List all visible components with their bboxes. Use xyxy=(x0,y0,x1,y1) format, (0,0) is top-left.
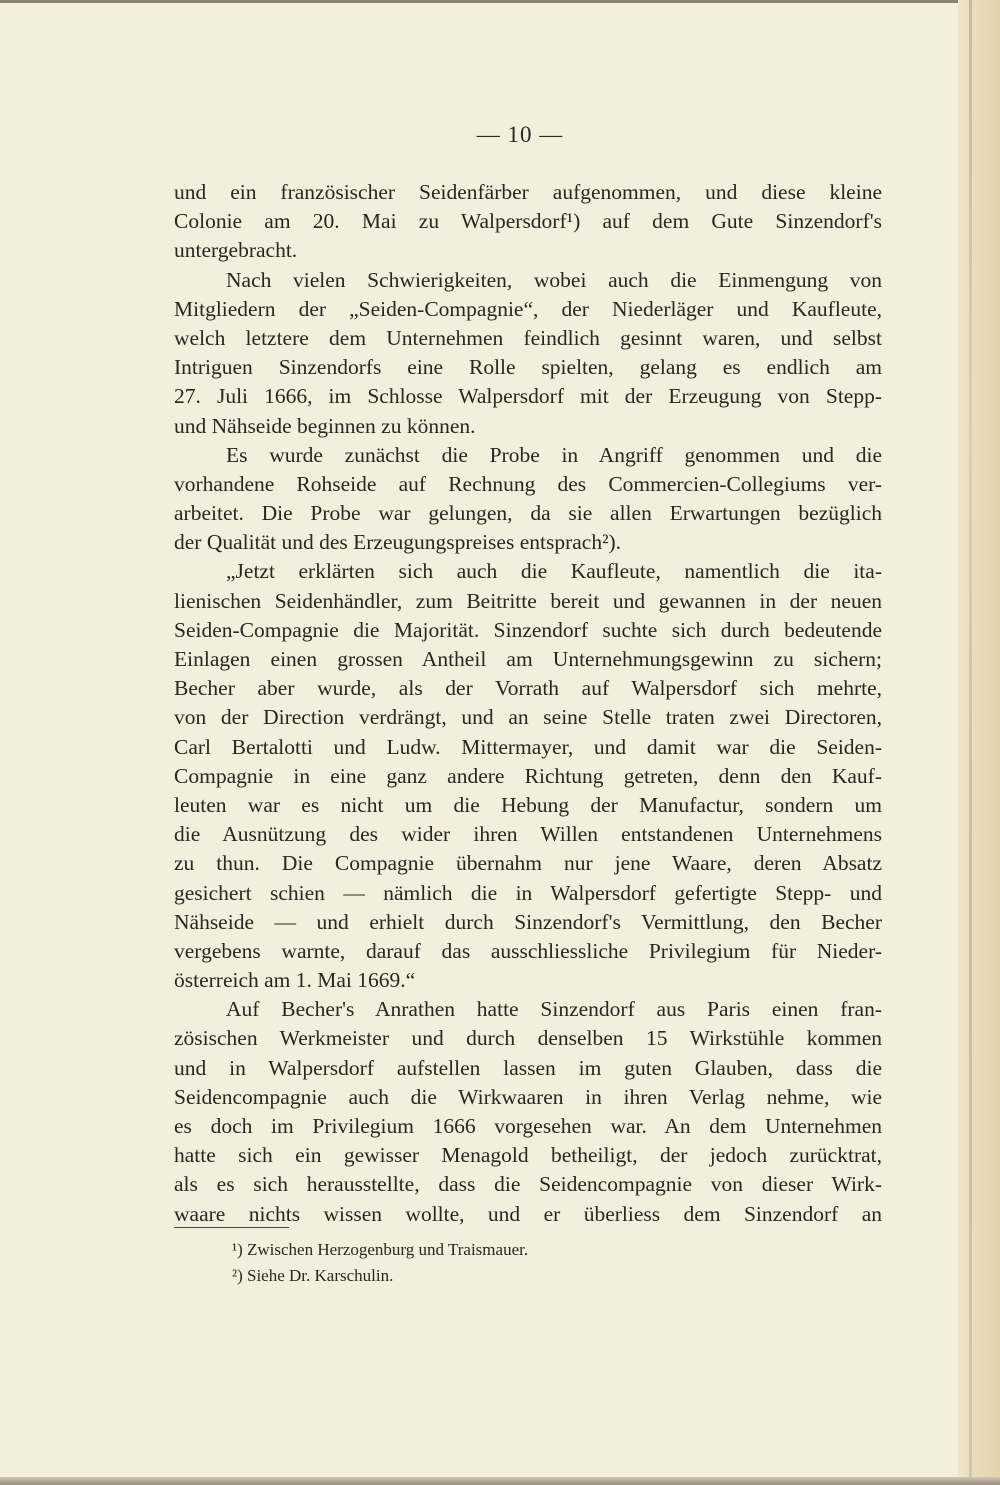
footnote-2: ²) Siehe Dr. Karschulin. xyxy=(232,1266,394,1285)
text-line: Einlagen einen grossen Antheil am Unternehmungsgewinn zu sichern; xyxy=(174,647,882,671)
text-line: Intriguen Sinzendorfs eine Rolle spielten, gelang es endlich am xyxy=(174,355,882,380)
text-line: Seiden-Compagnie die Majorität. Sinzendorf suchte sich durch bedeutende xyxy=(174,617,882,642)
text-line: die Ausnützung des wider ihren Willen entstandenen Unternehmens xyxy=(174,822,882,847)
text-line: Mitgliedern der „Seiden-Compagnie“, der Niederläger und Kaufleute, xyxy=(174,296,882,321)
text-line: Nach vielen Schwierigkeiten, wobei auch die Einmengung von xyxy=(226,267,882,292)
text-line: welch letztere dem Unternehmen feindlich gesinnt waren, und selbst xyxy=(174,325,882,350)
text-line: vorhandene Rohseide auf Rechnung des Commercien-Collegiums ver- xyxy=(174,471,882,496)
text-line: und ein französischer Seidenfärber aufgenommen, und diese kleine xyxy=(174,180,882,204)
text-line: und Nähseide beginnen zu können. xyxy=(174,413,476,438)
text-line: Auf Becher's Anrathen hatte Sinzendorf aus Paris einen fran- xyxy=(226,997,882,1022)
text-line: „Jetzt erklärten sich auch die Kaufleute, namentlich die ita- xyxy=(226,559,882,584)
text-line: waare nichts wissen wollte, und er überliess dem Sinzendorf an xyxy=(174,1201,882,1226)
footnote-divider xyxy=(174,1227,289,1228)
body-text xyxy=(174,178,882,1229)
text-line: vergebens warnte, darauf das ausschliessliche Privilegium für Nieder- xyxy=(174,938,882,963)
text-line: österreich am 1. Mai 1669.“ xyxy=(174,968,416,993)
page-number: — 10 — xyxy=(476,122,564,147)
text-line: lienischen Seidenhändler, zum Beitritte bereit und gewannen in der neuen xyxy=(174,588,882,613)
top-border xyxy=(0,0,1000,3)
text-line: Colonie am 20. Mai zu Walpersdorf¹) auf dem Gute Sinzendorf's xyxy=(174,209,882,234)
text-line: und in Walpersdorf aufstellen lassen im guten Glauben, dass die xyxy=(174,1055,882,1080)
text-line: von der Direction verdrängt, und an seine Stelle traten zwei Directoren, xyxy=(174,705,882,730)
text-line: 27. Juli 1666, im Schlosse Walpersdorf mit der Erzeugung von Stepp- xyxy=(174,384,882,409)
text-line: Nähseide — und erhielt durch Sinzendorf's Vermittlung, den Becher xyxy=(174,909,882,934)
text-line: Carl Bertalotti und Ludw. Mittermayer, und damit war die Seiden- xyxy=(174,734,882,759)
page-edge-shadow xyxy=(969,0,972,1485)
footnote-1: ¹) Zwischen Herzogenburg und Traismauer. xyxy=(232,1240,529,1259)
footnotes xyxy=(232,1237,832,1289)
text-line: Seidencompagnie auch die Wirkwaaren in ihren Verlag nehme, wie xyxy=(174,1084,882,1109)
text-line: Becher aber wurde, als der Vorrath auf Walpersdorf sich mehrte, xyxy=(174,676,882,701)
text-line: als es sich herausstellte, dass die Seidencompagnie von dieser Wirk- xyxy=(174,1172,882,1197)
text-line: der Qualität und des Erzeugungspreises entsprach²). xyxy=(174,530,622,555)
text-line: es doch im Privilegium 1666 vorgesehen war. An dem Unternehmen xyxy=(174,1114,882,1138)
text-line: untergebracht. xyxy=(174,238,298,263)
text-line: gesichert schien — nämlich die in Walpersdorf gefertigte Stepp- und xyxy=(174,880,882,905)
text-line: hatte sich ein gewisser Menagold betheiligt, der jedoch zurücktrat, xyxy=(174,1143,882,1168)
text-line: zösischen Werkmeister und durch denselben 15 Wirkstühle kommen xyxy=(174,1026,882,1051)
page-edge xyxy=(958,0,1000,1485)
text-line: Es wurde zunächst die Probe in Angriff genommen und die xyxy=(226,442,882,467)
text-line: zu thun. Die Compagnie übernahm nur jene Waare, deren Absatz xyxy=(174,851,882,876)
text-line: leuten war es nicht um die Hebung der Manufactur, sondern um xyxy=(174,792,882,817)
text-line: Compagnie in eine ganz andere Richtung getreten, denn den Kauf- xyxy=(174,763,882,788)
bottom-border xyxy=(0,1477,1000,1485)
text-line: arbeitet. Die Probe war gelungen, da sie allen Erwartungen bezüglich xyxy=(174,501,882,526)
